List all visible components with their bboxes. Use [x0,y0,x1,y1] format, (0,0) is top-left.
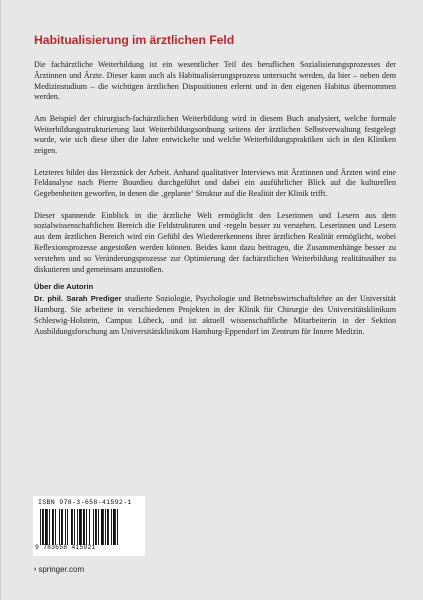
book-title: Habitualisierung im ärztlichen Feld [34,33,235,47]
publisher-url: springer.com [38,565,85,574]
blurb-paragraph-4: Dieser spannende Einblick in die ärztliche Welt ermöglicht den Leserinnen und Lesern aus dem sozialwissenschaftlichen Bereich die Feldstrukturen und -regeln besser zu verstehen. Leserinnen und Lesern aus dem ärztlichen Bereich wird ein Gefühl des Wiedererkennens ihrer ärztlichen Realität ermöglicht, wobei Reflexionsprozesse angestoßen werden können. Beides kann dazu beitragen, die Zusammenhänge besser zu verstehen und so Veränderungsprozesse zur Optimierung der fachärztlichen Weiterbildung realitätsnäher zu diskutieren und gemeinsam anzustoßen. [34,210,396,274]
isbn-barcode [33,496,145,556]
blurb-paragraph-3: Letzteres bildet das Herzstück der Arbeit. Anhand qualitativer Interviews mit Ärztinnen und Ärzten wird eine Feldanalyse nach Pierre Bourdieu durchgeführt und dabei ein ausführlicher Blick auf die kulturellen Gegebenheiten geworfen, in denen die ‚geplante‘ Struktur auf die Realität der Klinik trifft. [34,167,396,199]
arrow-icon: › [34,566,37,573]
barcode-icon [40,509,140,545]
barcode-digits: 9 783658 415921 [35,544,96,551]
blurb [34,60,396,337]
blurb-paragraph-1: Die fachärztliche Weiterbildung ist ein wesentlicher Teil des beruflichen Sozialisierungsprozesses der Ärztinnen und Ärzte. Dieser kann auch als Habitualisierungsprozess untersucht werden, da hier – neben dem Medizinstudium – die wichtigen ärztlichen Dispositionen erlernt und in den eigenen Habitus übernommen werden. [34,60,396,102]
author-name: Dr. phil. Sarah Prediger [34,294,122,304]
publisher-link[interactable] [34,565,84,574]
author-bio-text: studierte Soziologie, Psychologie und Betriebswirtschaftslehre an der Universität Hamburg. Sie arbeitete in verschiedenen Projekten in der Klinik für Chirurgie des Universitätsklinikum Schleswig-Holstein, Campus Lübeck, und ist aktuell wissenschaftliche Mitarbeiterin in der Sektion Ausbildungsforschung am Universitätsklinikum Hamburg-Eppendorf im Zentrum für Innere Medizin. [34,294,396,336]
author-bio [34,294,396,337]
author-heading: Über die Autorin [34,282,94,292]
blurb-paragraph-2: Am Beispiel der chirurgisch-fachärztlichen Weiterbildung wird in diesem Buch analysiert, welche formale Weiterbildungsstrukturierung laut Weiterbildungsordnung seitens der ärztlichen Selbstverwaltung festgelegt wurde, wie sich diese über die Jahre entwickelte und welche Weiterbildungspraktiken sich in den Kliniken zeigen. [34,113,396,156]
isbn-label: ISBN 978-3-658-41592-1 [38,499,132,506]
